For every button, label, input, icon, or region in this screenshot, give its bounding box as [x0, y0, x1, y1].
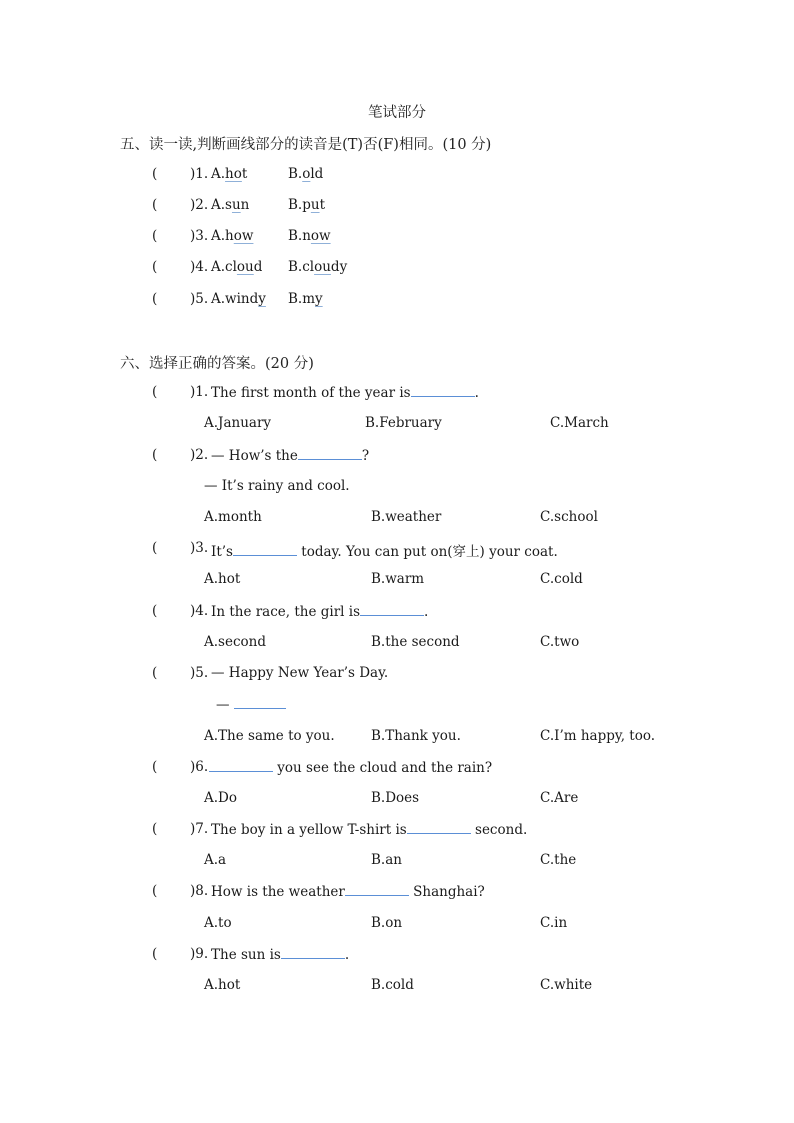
answer-paren: ( [152, 665, 158, 681]
answer-paren: ( [152, 821, 158, 837]
question-number: )3. [190, 540, 209, 556]
option-a: A.sun [211, 197, 250, 213]
question-number: )7. [190, 821, 209, 837]
answer-blank [360, 603, 424, 616]
answer-blank [209, 759, 273, 772]
s6-q8-option-c: C.in [540, 915, 568, 931]
question-number: )9. [190, 946, 209, 962]
s6-q2-reply: — It’s rainy and cool. [204, 478, 350, 494]
question-text: — How’s the ? [211, 448, 370, 464]
s6-q6-option-a: A.Do [204, 790, 237, 806]
question-number: )2. [190, 447, 209, 463]
page-title: 笔试部分 [368, 105, 426, 121]
answer-paren: ( [152, 291, 158, 307]
question-text: How is the weather Shanghai? [211, 884, 485, 900]
option-b: B.old [288, 166, 324, 182]
s6-q9-option-b: B.cold [371, 977, 414, 993]
question-text: In the race, the girl is . [211, 604, 429, 620]
question-number: )2. [190, 197, 209, 213]
answer-paren: ( [152, 259, 158, 275]
s6-q3-option-c: C.cold [540, 571, 583, 587]
option-b: B.cloudy [288, 259, 348, 275]
s6-q2-option-c: C.school [540, 509, 598, 525]
answer-paren: ( [152, 603, 158, 619]
option-b: B.my [288, 291, 323, 307]
s6-q3-option-b: B.warm [371, 571, 425, 587]
question-text: you see the cloud and the rain? [209, 759, 492, 776]
s6-q9-option-a: A.hot [204, 977, 241, 993]
answer-blank [407, 821, 471, 834]
s6-q9-option-c: C.white [540, 977, 593, 993]
s6-q5-option-b: B.Thank you. [371, 728, 461, 744]
s6-q1-option-a: A.January [204, 415, 272, 431]
answer-paren: ( [152, 384, 158, 400]
s6-q8-option-a: A.to [204, 915, 232, 931]
question-number: )1. [190, 166, 209, 182]
s6-q4-option-a: A.second [204, 634, 266, 650]
question-number: )5. [190, 665, 209, 681]
option-b: B.put [288, 197, 325, 213]
s6-q5-option-c: C.I’m happy, too. [540, 728, 656, 744]
s6-q6-option-c: C.Are [540, 790, 579, 806]
answer-paren: ( [152, 166, 158, 182]
s6-q6-option-b: B.Does [371, 790, 420, 806]
question-number: )4. [190, 259, 209, 275]
question-number: )3. [190, 228, 209, 244]
answer-blank [411, 384, 475, 397]
question-number: )1. [190, 384, 209, 400]
answer-paren: ( [152, 447, 158, 463]
option-a: A.windy [211, 291, 266, 307]
answer-blank [281, 946, 345, 959]
question-number: )4. [190, 603, 209, 619]
s6-q7-option-c: C.the [540, 852, 577, 868]
s6-q5-reply: — [216, 696, 286, 713]
answer-paren: ( [152, 197, 158, 213]
s6-q4-option-b: B.the second [371, 634, 460, 650]
option-a: A.how [211, 228, 254, 244]
question-text: The sun is . [211, 947, 350, 963]
question-number: )8. [190, 883, 209, 899]
answer-blank [345, 883, 409, 896]
answer-blank [234, 696, 286, 709]
s6-q7-option-a: A.a [204, 852, 227, 868]
answer-paren: ( [152, 946, 158, 962]
s6-q2-option-b: B.weather [371, 509, 442, 525]
question-text: The first month of the year is . [211, 385, 479, 401]
s6-q1-option-c: C.March [550, 415, 609, 431]
s6-q7-option-b: B.an [371, 852, 402, 868]
section6-title: 六、选择正确的答案。(20 分) [120, 356, 314, 372]
option-b: B.now [288, 228, 331, 244]
question-text: — Happy New Year’s Day. [211, 665, 389, 681]
answer-paren: ( [152, 540, 158, 556]
section5-title: 五、读一读,判断画线部分的读音是(T)否(F)相同。(10 分) [120, 137, 492, 153]
s6-q5-option-a: A.The same to you. [204, 728, 335, 744]
answer-paren: ( [152, 228, 158, 244]
s6-q8-option-b: B.on [371, 915, 403, 931]
answer-paren: ( [152, 759, 158, 775]
question-number: )5. [190, 291, 209, 307]
question-number: )6. [190, 759, 209, 775]
question-text: It’s today. You can put on(穿上) your coat. [211, 544, 558, 560]
s6-q4-option-c: C.two [540, 634, 580, 650]
answer-paren: ( [152, 883, 158, 899]
s6-q3-option-a: A.hot [204, 571, 241, 587]
question-text: The boy in a yellow T-shirt is second. [211, 822, 528, 838]
answer-blank [298, 447, 362, 460]
option-a: A.cloud [211, 259, 263, 275]
s6-q1-option-b: B.February [365, 415, 442, 431]
option-a: A.hot [211, 166, 248, 182]
answer-blank [233, 543, 297, 556]
s6-q2-option-a: A.month [204, 509, 262, 525]
